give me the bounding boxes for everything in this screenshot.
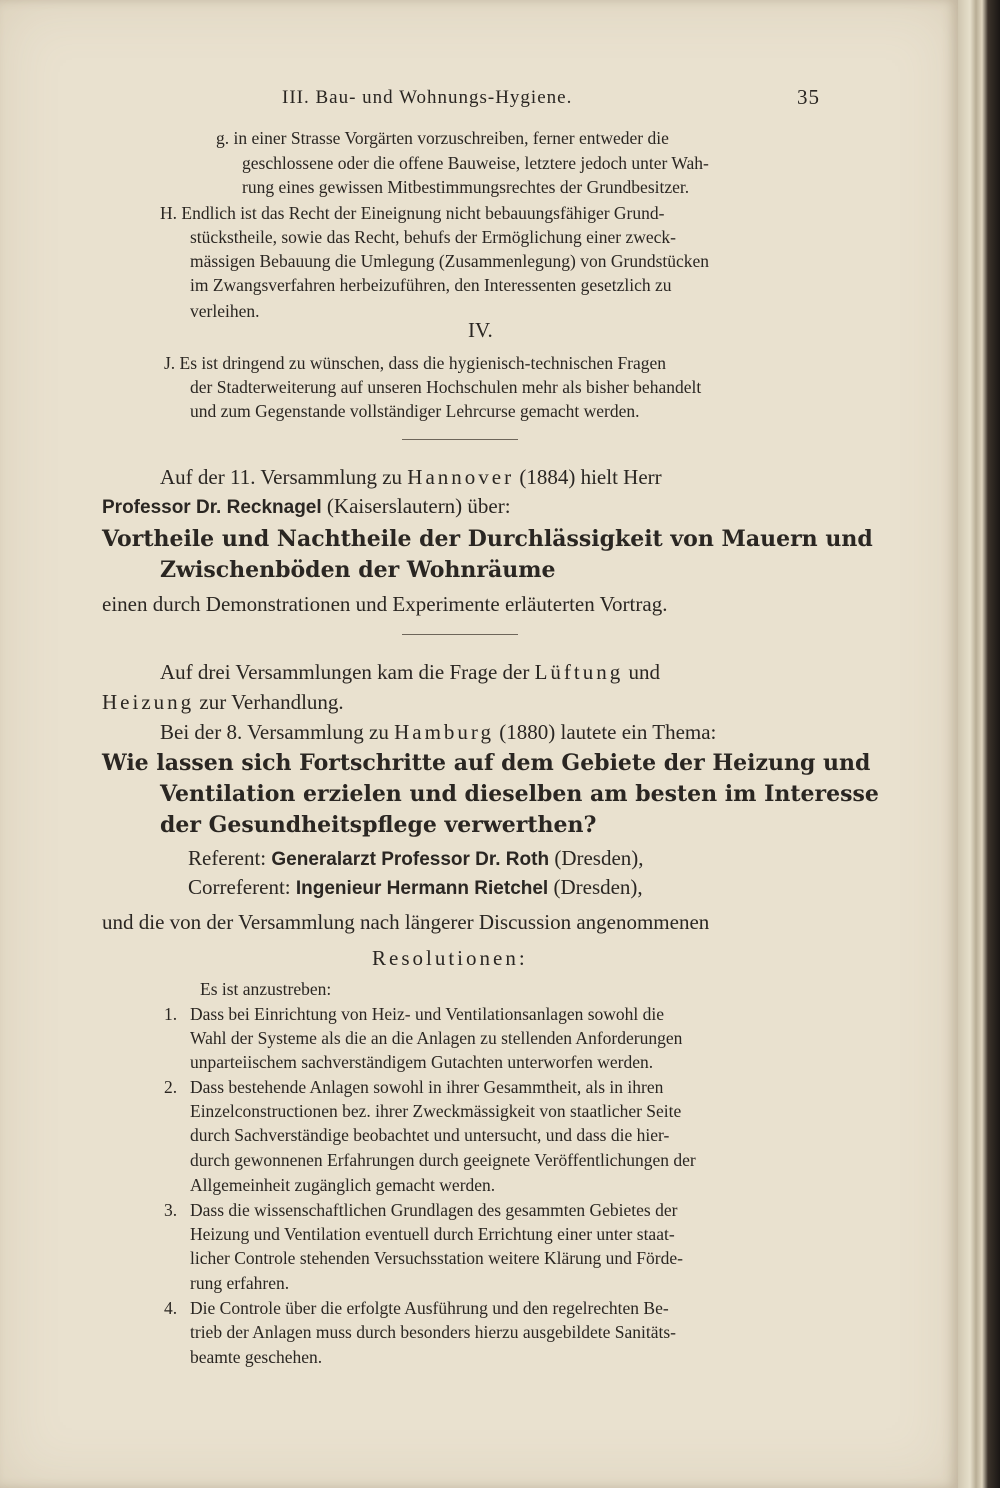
topic-paragraph — [160, 660, 660, 685]
speaker-line — [102, 494, 511, 519]
section-numeral: IV. — [468, 318, 493, 342]
resolution-line: durch Sachverständige beobachtet und untersucht, und dass die hier- — [190, 1125, 670, 1145]
resolutions-intro: Es ist anzustreben: — [200, 979, 332, 999]
referent-name: Generalarzt Professor Dr. Roth — [271, 849, 550, 870]
topic-text: Auf drei Versammlungen kam die Frage der — [160, 660, 535, 684]
theme-title: Wie lassen sich Fortschritte auf dem Gebiete der Heizung und — [102, 750, 871, 776]
topic-text: zur Verhandlung. — [194, 690, 344, 714]
speaker-affiliation: (Kaiserslautern) über: — [321, 494, 511, 518]
item-g-line: g. in einer Strasse Vorgärten vorzuschreiben, ferner entweder die — [216, 128, 669, 148]
resolution-line: unparteiischem sachverständigem Gutachten unterworfen werden. — [190, 1052, 654, 1072]
resolution-line: licher Controle stehenden Versuchsstation weitere Klärung und Förde- — [190, 1248, 683, 1268]
item-j-line: der Stadterweiterung auf unseren Hochschulen mehr als bisher behandelt — [190, 377, 702, 397]
referent-label: Referent: — [188, 846, 272, 870]
referent-place: (Dresden), — [549, 846, 644, 870]
resolution-line: rung erfahren. — [190, 1273, 290, 1293]
resolution-line: Wahl der Systeme als die an die Anlagen zu stellenden Anforderungen — [190, 1028, 683, 1048]
intro-paragraph — [160, 465, 662, 490]
item-h-line: H. Endlich ist das Recht der Eineignung nicht bebauungsfähiger Grund- — [160, 203, 665, 223]
item-h-line: im Zwangsverfahren herbeizuführen, den Interessenten gesetzlich zu — [190, 275, 672, 295]
city-name: Hamburg — [394, 720, 495, 744]
divider — [402, 634, 518, 635]
meeting-paragraph — [160, 720, 716, 745]
resolution-line: beamte geschehen. — [190, 1347, 323, 1367]
running-title: III. Bau- und Wohnungs-Hygiene. — [282, 87, 573, 108]
item-g-line: geschlossene oder die offene Bauweise, letztere jedoch unter Wah- — [242, 153, 709, 173]
page-number: 35 — [797, 85, 820, 109]
divider — [402, 439, 518, 440]
resolution-line: durch gewonnenen Erfahrungen durch geeignete Veröffentlichungen der — [190, 1150, 696, 1170]
book-page-edges — [958, 0, 1000, 1488]
resolution-line: Einzelconstructionen bez. ihrer Zweckmässigkeit von staatlicher Seite — [190, 1101, 682, 1121]
resolutions-heading: Resolutionen: — [372, 946, 528, 970]
lecture-title: Zwischenböden der Wohnräume — [160, 557, 556, 583]
topic-term: Lüftung — [534, 660, 624, 684]
correferent-place: (Dresden), — [548, 875, 643, 899]
meeting-text: Bei der 8. Versammlung zu — [160, 720, 395, 744]
meeting-text: (1880) lautete ein Thema: — [494, 720, 717, 744]
item-h-line: mässigen Bebauung die Umlegung (Zusammenlegung) von Grundstücken — [190, 251, 710, 271]
resolution-line: Allgemeinheit zugänglich gemacht werden. — [190, 1175, 496, 1195]
item-g-line: rung eines gewissen Mitbestimmungsrechtes der Grundbesitzer. — [242, 177, 690, 197]
referent-line — [188, 846, 644, 871]
closing-text: und die von der Versammlung nach längerer Discussion angenommenen — [102, 910, 710, 934]
resolution-line: Heizung und Ventilation eventuell durch Errichtung einer unter staat- — [190, 1224, 675, 1244]
resolution-line: Dass die wissenschaftlichen Grundlagen des gesammten Gebietes der — [190, 1200, 678, 1220]
item-h-line: verleihen. — [190, 301, 260, 321]
theme-title: Ventilation erzielen und dieselben am besten im Interesse — [160, 781, 879, 807]
resolution-number: 1. — [164, 1004, 178, 1024]
closing-text: einen durch Demonstrationen und Experimente erläuterten Vortrag. — [102, 592, 668, 616]
item-j-line: und zum Gegenstande vollständiger Lehrcurse gemacht werden. — [190, 401, 640, 421]
lecture-title: Vortheile und Nachtheile der Durchlässigkeit von Mauern und — [102, 526, 873, 552]
resolution-number: 3. — [164, 1200, 178, 1220]
resolution-line: Dass bestehende Anlagen sowohl in ihrer Gesammtheit, als in ihren — [190, 1077, 664, 1097]
correferent-line — [188, 875, 643, 900]
resolution-line: Die Controle über die erfolgte Ausführung und den regelrechten Be- — [190, 1298, 669, 1318]
item-j-line: J. Es ist dringend zu wünschen, dass die hygienisch-technischen Fragen — [164, 353, 667, 373]
resolution-number: 4. — [164, 1298, 178, 1318]
intro-text: Auf der 11. Versammlung zu — [160, 465, 408, 489]
resolution-line: Dass bei Einrichtung von Heiz- und Ventilationsanlagen sowohl die — [190, 1004, 665, 1024]
city-name: Hannover — [407, 465, 515, 489]
theme-title: der Gesundheitspflege verwerthen? — [160, 812, 597, 838]
correferent-label: Correferent: — [188, 875, 296, 899]
speaker-name: Professor Dr. Recknagel — [102, 497, 322, 518]
resolution-line: trieb der Anlagen muss durch besonders hierzu ausgebildete Sanitäts- — [190, 1322, 676, 1342]
intro-text: (1884) hielt Herr — [514, 465, 662, 489]
topic-paragraph — [102, 690, 344, 715]
item-h-line: stückstheile, sowie das Recht, behufs der Ermöglichung einer zweck- — [190, 227, 676, 247]
resolution-number: 2. — [164, 1077, 178, 1097]
correferent-name: Ingenieur Hermann Rietchel — [295, 878, 549, 899]
topic-text: und — [623, 660, 660, 684]
topic-term: Heizung — [102, 690, 195, 714]
